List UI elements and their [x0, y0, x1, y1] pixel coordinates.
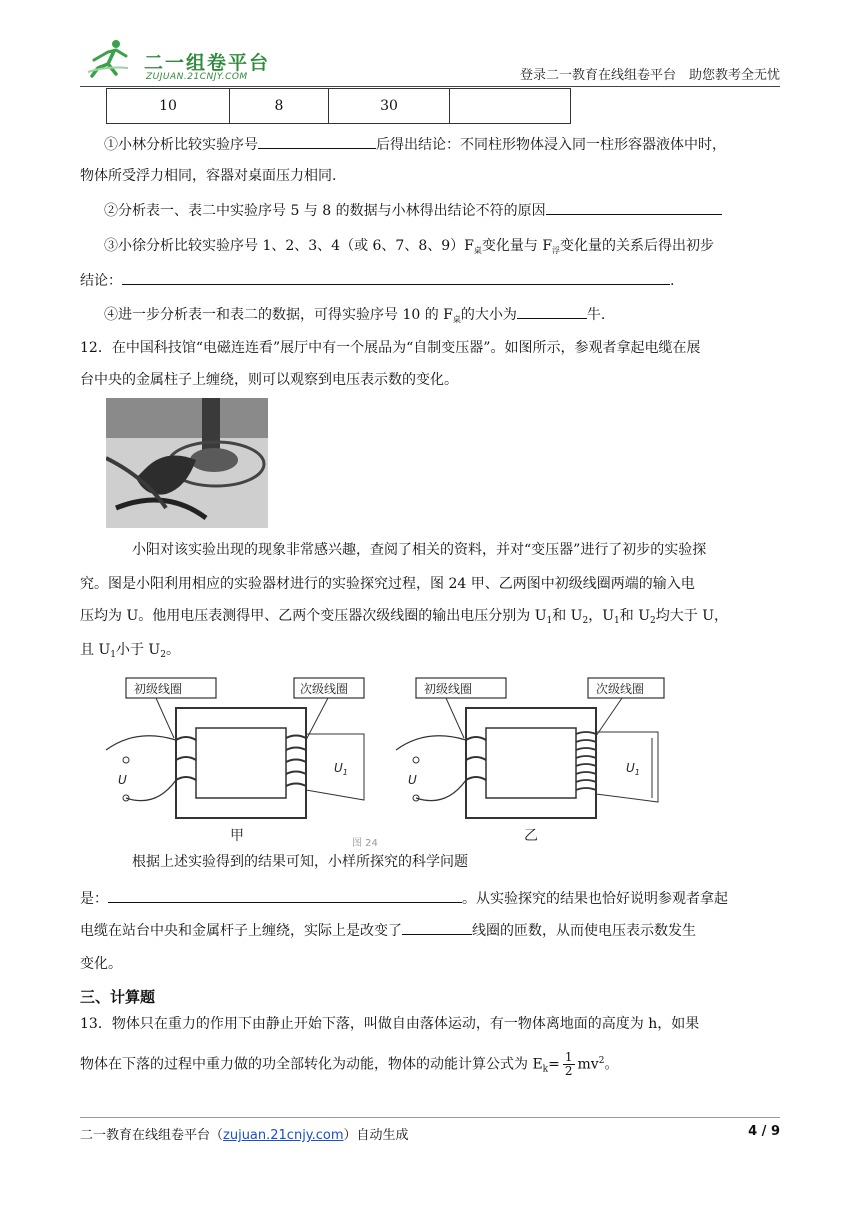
page-footer: [80, 1124, 780, 1146]
subscript: 桌: [452, 315, 461, 324]
q12-line-2: 台中央的金属柱子上缠绕，则可以观察到电压表示数的变化。: [80, 372, 458, 388]
fraction-numerator: 1: [564, 1050, 573, 1065]
q12-para-3: [80, 606, 780, 631]
primary-coil-label: 初级线圈: [134, 682, 183, 696]
output-voltage-label: $U_1$: [626, 761, 640, 777]
answer-blank[interactable]: [258, 134, 376, 149]
q11-text: 后得出结论：不同柱形物体浸入同一柱形容器液体中时，: [376, 137, 726, 153]
q13-line-1: 13．物体只在重力的作用下由静止开始下落，叫做自由落体运动，有一物体离地面的高度为 h，如果: [80, 1016, 700, 1032]
subscript: 1: [110, 650, 116, 660]
q13-text: 物体在下落的过程中重力做的功全部转化为动能，物体的动能计算公式为 E: [80, 1056, 543, 1073]
header-slogan: 登录二一教育在线组卷平台 助您教考全无忧: [519, 68, 780, 83]
q11-text: 的大小为: [460, 307, 517, 323]
input-voltage-label: U: [118, 773, 127, 787]
answer-blank[interactable]: [402, 920, 472, 935]
q11-text: ①小林分析比较实验序号: [104, 137, 258, 153]
q13-text: mv: [577, 1056, 599, 1073]
output-voltage-label: $U_1$: [334, 761, 348, 777]
input-voltage-label: U: [408, 773, 417, 787]
q12-text: 和 U: [619, 608, 651, 624]
figure-number: 图 24: [352, 838, 378, 848]
transformer-diagram: [96, 668, 676, 848]
q12-question-3: [80, 920, 780, 941]
table-row: [107, 89, 571, 124]
q11-line-1: [104, 134, 804, 155]
q11-text: 变化量与 F: [481, 238, 553, 254]
q12-text: 小于 U: [115, 642, 161, 658]
page-number: 4 / 9: [748, 1124, 780, 1139]
fraction-denominator: 2: [564, 1064, 573, 1079]
runner-logo-icon: [86, 38, 130, 78]
subscript: 1: [614, 616, 620, 626]
secondary-coil-label: 次级线圈: [300, 682, 349, 696]
superscript: 2: [598, 1056, 605, 1066]
answer-blank[interactable]: [546, 200, 722, 215]
answer-blank[interactable]: [517, 304, 587, 319]
q12-text: 压均为 U。他用电压表测得甲、乙两个变压器次级线圈的输出电压分别为 U: [80, 608, 547, 624]
q12-text: 均大于 U，: [655, 608, 728, 624]
subscript: 2: [160, 650, 166, 660]
subscript: 1: [546, 616, 553, 626]
secondary-coil-label: 次级线圈: [596, 682, 645, 696]
q12-text: ，U: [588, 608, 615, 624]
q11-line-5: [80, 270, 780, 291]
q11-line-3: [104, 200, 804, 221]
q12-text: 电缆在站台中央和金属杆子上缠绕，实际上是改变了: [80, 923, 402, 939]
answer-blank[interactable]: [122, 270, 670, 285]
exhibit-photo: [106, 398, 268, 528]
q11-text: 牛.: [586, 307, 606, 323]
transformer-jia: [106, 678, 364, 844]
answer-blank[interactable]: [108, 888, 462, 903]
q12-question-4: 变化。: [80, 956, 122, 972]
footer-text: 二一教育在线组卷平台（: [80, 1128, 224, 1143]
q12-question-2: [80, 888, 780, 909]
q12-line-1: 12．在中国科技馆“电磁连连看”展厅中有一个展品为“自制变压器”。如图所示，参观者拿起电缆在展: [80, 340, 701, 356]
subscript: 浮: [552, 246, 561, 255]
q12-text: 。: [165, 642, 180, 658]
q12-para-2: 究。图是小阳利用相应的实验器材进行的实验探究过程，图 24 甲、乙两图中初级线圈两端的输入电: [80, 576, 695, 592]
caption-jia: 甲: [230, 828, 244, 844]
q12-text: 线圈的匝数，从而使电压表示数发生: [472, 923, 696, 939]
subscript: k: [542, 1064, 549, 1075]
q11-text: 结论：: [80, 273, 122, 289]
table-cell: 10: [107, 89, 230, 124]
q12-text: 。从实验探究的结果也恰好说明参观者拿起: [462, 891, 728, 907]
q11-text: ④进一步分析表一和表二的数据，可得实验序号 10 的 F: [104, 307, 453, 323]
q11-text: .: [670, 273, 675, 289]
q11-line-6: [104, 304, 804, 330]
logo-url: ZUJUAN.21CNJY.COM: [146, 72, 248, 82]
subscript: 2: [582, 616, 589, 626]
q11-line-4: [104, 236, 804, 261]
q13-line-2: [80, 1046, 780, 1085]
q11-text: ③小徐分析比较实验序号 1、2、3、4（或 6、7、8、9）F: [104, 238, 474, 254]
primary-coil-label: 初级线圈: [424, 682, 473, 696]
subscript: 桌: [473, 246, 482, 255]
footer-text: ）自动生成: [343, 1128, 409, 1143]
header-divider: [80, 86, 780, 87]
subscript: 2: [650, 616, 656, 626]
logo-title: 二一组卷平台: [144, 52, 271, 74]
q12-para-1: 小阳对该实验出现的现象非常感兴趣，查阅了相关的资料，并对“变压器”进行了初步的实验探: [132, 542, 707, 558]
page-header: [80, 34, 780, 88]
data-table: [106, 88, 571, 124]
q13-text: 。: [604, 1056, 619, 1073]
q12-text: 是：: [80, 891, 108, 907]
q11-line-2: 物体所受浮力相同，容器对桌面压力相同.: [80, 168, 337, 184]
q13-text: =: [548, 1056, 560, 1073]
fraction: [563, 1051, 575, 1078]
section-heading: 三、计算题: [80, 988, 156, 1006]
table-cell: 8: [230, 89, 329, 124]
footer-link[interactable]: zujuan.21cnjy.com: [223, 1128, 344, 1143]
q11-text: ②分析表一、表二中实验序号 5 与 8 的数据与小林得出结论不符的原因: [104, 203, 546, 219]
table-cell: [450, 89, 571, 124]
q12-para-4: [80, 640, 780, 665]
table-cell: 30: [329, 89, 450, 124]
q11-text: 变化量的关系后得出初步: [560, 238, 715, 254]
footer-divider: [80, 1117, 780, 1118]
q12-text: 且 U: [80, 642, 111, 658]
q12-text: 和 U: [552, 608, 583, 624]
q12-question-1: 根据上述实验得到的结果可知，小样所探究的科学问题: [132, 854, 468, 870]
transformer-yi: [396, 678, 664, 844]
caption-yi: 乙: [524, 828, 538, 844]
